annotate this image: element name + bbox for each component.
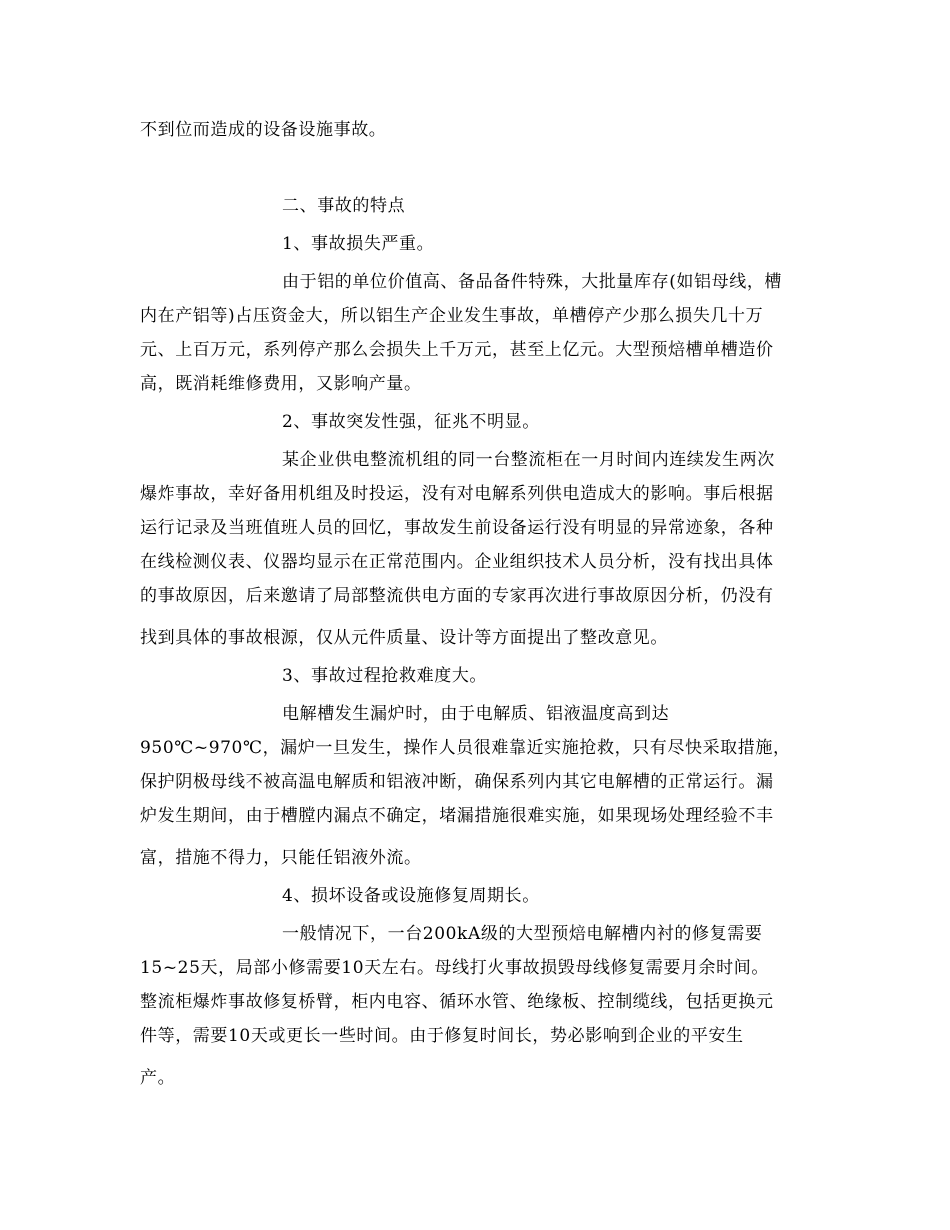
section-heading: 二、事故的特点 xyxy=(282,196,406,216)
text-line: 的事故原因，后来邀请了局部整流供电方面的专家再次进行事故原因分析，仍没有 xyxy=(140,586,774,606)
subheading: 4、损坏设备或设施修复周期长。 xyxy=(282,886,540,906)
text-line: 电解槽发生漏炉时，由于电解质、铝液温度高到达 xyxy=(282,704,670,724)
text-line: 某企业供电整流机组的同一台整流柜在一月时间内连续发生两次 xyxy=(282,450,775,470)
subheading: 2、事故突发性强，征兆不明显。 xyxy=(282,412,540,432)
text-line: 保护阴极母线不被高温电解质和铝液冲断，确保系列内其它电解槽的正常运行。漏 xyxy=(140,772,774,792)
text-line: 件等，需要10天或更长一些时间。由于修复时间长，势必影响到企业的平安生 xyxy=(140,1026,744,1046)
text-line: 高，既消耗维修费用，又影响产量。 xyxy=(140,374,422,394)
subheading: 3、事故过程抢救难度大。 xyxy=(282,666,488,686)
text-line: 找到具体的事故根源，仅从元件质量、设计等方面提出了整改意见。 xyxy=(140,628,668,648)
text-line: 15~25天，局部小修需要10天左右。母线打火事故损毁母线修复需要月余时间。 xyxy=(140,958,769,978)
text-line: 元、上百万元，系列停产那么会损失上千万元，甚至上亿元。大型预焙槽单槽造价 xyxy=(140,340,774,360)
text-line: 内在产铝等)占压资金大，所以铝生产企业发生事故，单槽停产少那么损失几十万 xyxy=(140,306,764,326)
text-line: 运行记录及当班值班人员的回忆，事故发生前设备运行没有明显的异常迹象，各种 xyxy=(140,518,774,538)
text-line: 不到位而造成的设备设施事故。 xyxy=(140,120,387,140)
text-line: 由于铝的单位价值高、备品备件特殊，大批量库存(如铝母线，槽 xyxy=(282,272,783,292)
text-line: 爆炸事故，幸好备用机组及时投运，没有对电解系列供电造成大的影响。事后根据 xyxy=(140,484,774,504)
text-line: 炉发生期间，由于槽膛内漏点不确定，堵漏措施很难实施，如果现场处理经验不丰 xyxy=(140,806,774,826)
subheading: 1、事故损失严重。 xyxy=(282,234,435,254)
text-line: 一般情况下，一台200kA级的大型预焙电解槽内衬的修复需要 xyxy=(282,924,763,944)
text-line: 在线检测仪表、仪器均显示在正常范围内。企业组织技术人员分析，没有找出具体 xyxy=(140,552,774,572)
text-line: 产。 xyxy=(140,1068,176,1088)
text-line: 950℃~970℃，漏炉一旦发生，操作人员很难靠近实施抢救，只有尽快采取措施， xyxy=(140,738,791,758)
text-line: 整流柜爆炸事故修复桥臂，柜内电容、循环水管、绝缘板、控制缆线，包括更换元 xyxy=(140,992,774,1012)
text-line: 富，措施不得力，只能任铝液外流。 xyxy=(140,848,422,868)
